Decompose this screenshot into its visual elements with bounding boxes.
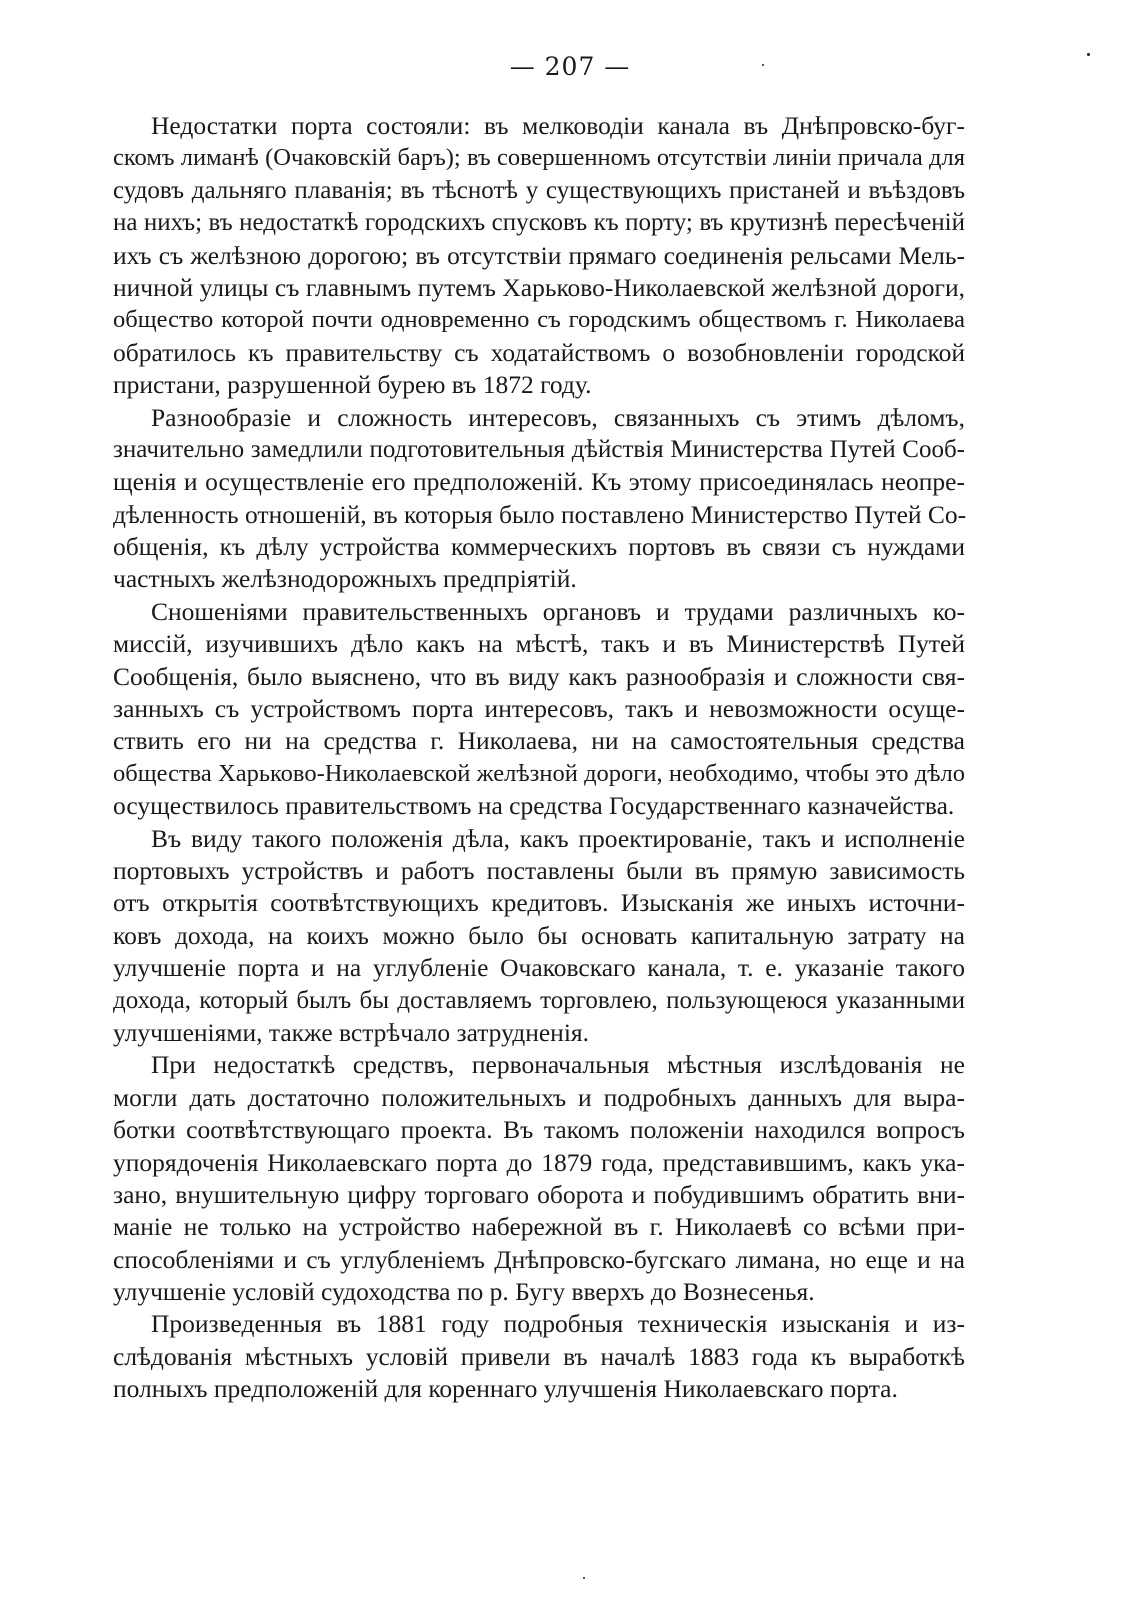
text-line: частныхъ желѣзнодорожныхъ предпріятій. <box>113 564 577 594</box>
paragraph <box>113 402 965 596</box>
paragraph <box>113 1308 965 1405</box>
text-line: При недостаткѣ средствъ, первоначальныя мѣстныя изслѣдованія не <box>151 1050 965 1080</box>
text-line: щенія и осуществленіе его предположеній. Къ этому присоединялась неопре- <box>113 467 965 497</box>
text-line: ствить его ни на средства г. Николаева, ни на самостоятельныя средства <box>113 726 965 756</box>
text-line: отъ открытія соотвѣтствующихъ кредитовъ. Изысканія же иныхъ источни- <box>113 888 965 918</box>
text-line: дѣленность отношеній, въ которыя было поставлено Министерство Путей Со- <box>113 499 967 529</box>
text-line: Произведенныя въ 1881 году подробныя техническія изысканія и из- <box>151 1309 965 1339</box>
text-line: осуществилось правительствомъ на средства Государственнаго казначейства. <box>113 791 955 821</box>
text-line: скомъ лиманѣ (Очаковскій баръ); въ совершенномъ отсутствіи линіи причала для <box>113 144 965 172</box>
text-line: ковъ дохода, на коихъ можно было бы основать капитальную затрату на <box>113 920 965 950</box>
text-line: общество которой почти одновременно съ городскимъ обществомъ г. Николаева <box>113 306 965 334</box>
text-line: Недостатки порта состояли: въ мелководіи канала въ Днѣпровско-буг- <box>151 111 965 140</box>
text-line: общенія, къ дѣлу устройства коммерческихъ портовъ въ связи съ нуждами <box>113 532 965 562</box>
text-line: Разнообразіе и сложность интересовъ, связанныхъ съ этимъ дѣломъ, <box>151 402 965 432</box>
text-line: Сношеніями правительственныхъ органовъ и трудами различныхъ ко- <box>151 596 965 626</box>
text-line: слѣдованія мѣстныхъ условій привели въ началѣ 1883 года къ выработкѣ <box>113 1341 965 1371</box>
text-line: судовъ дальняго плаванія; въ тѣснотѣ у существующихъ пристаней и въѣздовъ <box>113 176 965 204</box>
text-line: ничной улицы съ главнымъ путемъ Харьково-Николаевской желѣзной дороги, <box>113 272 965 302</box>
paragraph <box>113 1049 965 1308</box>
text-line: на нихъ; въ недостаткѣ городскихъ спусковъ къ порту; въ крутизнѣ пересѣченій <box>113 209 965 237</box>
scan-speck <box>1087 53 1090 56</box>
paragraph <box>113 596 965 823</box>
text-line: улучшеніе порта и на углубленіе Очаковскаго канала, т. е. указаніе такого <box>113 953 965 983</box>
paragraph <box>113 823 965 1050</box>
text-line: могли дать достаточно положительныхъ и подробныхъ данныхъ для выра- <box>113 1082 965 1112</box>
text-line: ихъ съ желѣзною дорогою; въ отсутствіи прямаго соединенія рельсами Мель- <box>113 240 965 270</box>
scan-speck <box>762 64 764 66</box>
text-line: портовыхъ устройствъ и работъ поставлены были въ прямую зависимость <box>113 855 965 885</box>
text-line: способленіями и съ углубленіемъ Днѣпровско-бугскаго лимана, но еще и на <box>113 1244 965 1274</box>
text-line: Въ виду такого положенія дѣла, какъ проектированіе, такъ и исполненіе <box>151 823 965 853</box>
text-line: зано, внушительную цифру торговаго оборота и побудившимъ обратить вни- <box>113 1179 965 1209</box>
text-line: ботки соотвѣтствующаго проекта. Въ такомъ положеніи находился вопросъ <box>113 1115 965 1145</box>
body-text <box>113 110 965 1406</box>
text-line: улучшеніями, также встрѣчало затрудненія. <box>113 1017 590 1047</box>
text-line: Сообщенія, было выяснено, что въ виду какъ разнообразія и сложности свя- <box>113 661 965 691</box>
text-line: дохода, который былъ бы доставляемъ торговлею, пользующеюся указанными <box>113 986 965 1014</box>
text-line: миссій, изучившихъ дѣло какъ на мѣстѣ, такъ и въ Министерствѣ Путей <box>113 629 965 659</box>
text-line: значительно замедлили подготовительныя дѣйствія Министерства Путей Сооб- <box>113 435 965 463</box>
text-line: маніе не только на устройство набережной въ г. Николаевѣ со всѣми при- <box>113 1212 965 1242</box>
text-line: полныхъ предположеній для кореннаго улучшенія Николаевскаго порта. <box>113 1374 898 1404</box>
text-line: общества Харьково-Николаевской желѣзной дороги, необходимо, чтобы это дѣло <box>113 759 965 787</box>
paragraph <box>113 110 965 402</box>
text-line: улучшеніе условій судоходства по р. Бугу вверхъ до Вознесенья. <box>113 1277 815 1307</box>
text-line: пристани, разрушенной бурею въ 1872 году. <box>113 370 592 400</box>
text-line: обратилось къ правительству съ ходатайствомъ о возобновленіи городской <box>113 337 965 367</box>
scan-speck <box>583 1577 585 1579</box>
text-line: упорядоченія Николаевскаго порта до 1879 года, представившимъ, какъ ука- <box>113 1147 965 1177</box>
text-line: занныхъ съ устройствомъ порта интересовъ, такъ и невозможности осуще- <box>113 694 965 724</box>
page-number: — 207 — <box>509 52 631 81</box>
